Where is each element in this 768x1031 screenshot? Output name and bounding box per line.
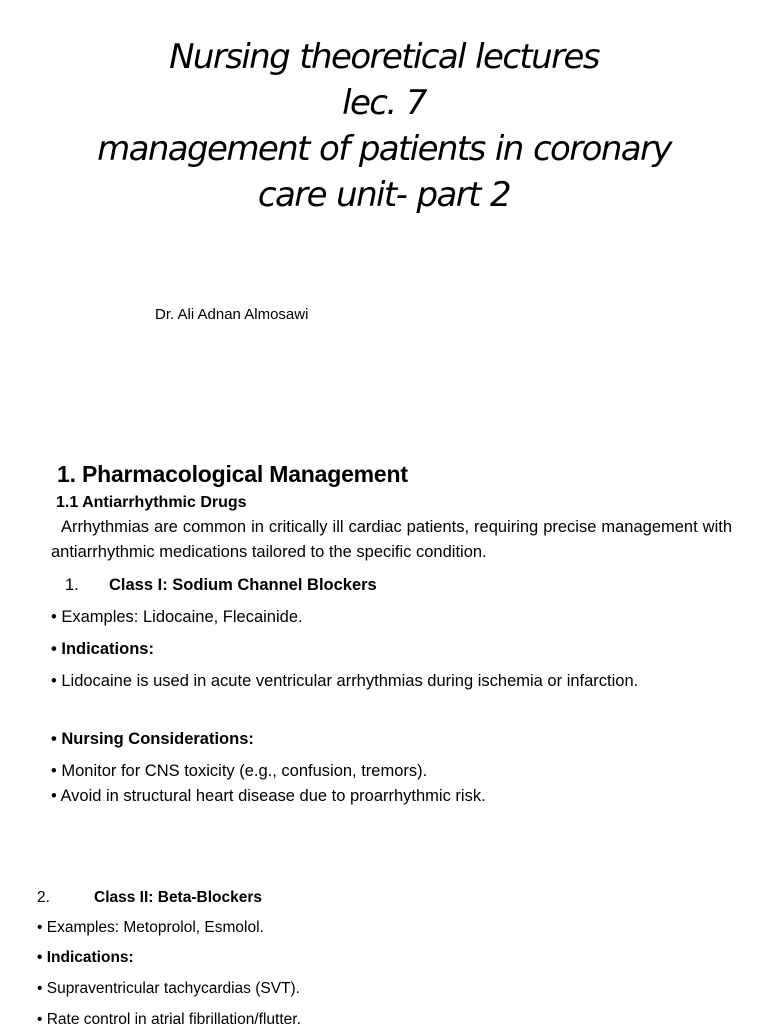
class2-examples: • Examples: Metoprolol, Esmolol. [37,919,264,936]
class1-number: 1. [65,576,79,594]
lecture-title [0,34,768,218]
class2-title: Class II: Beta-Blockers [94,889,262,906]
class2-indications-label: • Indications: [37,949,134,966]
class2-heading [37,887,262,909]
title-line-1: Nursing theoretical lectures [169,37,599,77]
class2-number: 2. [37,889,50,906]
title-line-3: management of patients in coronary [97,129,671,169]
class1-heading [65,573,377,598]
class1-indications-label: • Indications: [51,640,154,658]
class1-indication-item: • Lidocaine is used in acute ventricular arrhythmias during ischemia or infarction. [51,672,639,690]
class1-nursing-label: • Nursing Considerations: [51,730,254,748]
class2-indication-item-2: • Rate control in atrial fibrillation/flutter. [37,1011,301,1028]
class1-nursing-item-1: • Monitor for CNS toxicity (e.g., confusion, tremors). [51,762,428,780]
author-name: Dr. Ali Adnan Almosawi [155,306,309,323]
section-heading: 1. Pharmacological Management [57,461,408,487]
class1-title: Class I: Sodium Channel Blockers [109,576,377,594]
class1-examples: • Examples: Lidocaine, Flecainide. [51,608,303,626]
title-line-4: care unit- part 2 [257,175,511,215]
intro-paragraph: Arrhythmias are common in critically ill cardiac patients, requiring precise management with antiarrhythmic medications tailored to the specific condition. [51,518,732,561]
class1-nursing-item-2: • Avoid in structural heart disease due to proarrhythmic risk. [51,787,486,805]
title-line-2: lec. 7 [342,83,426,123]
class2-indication-item-1: • Supraventricular tachycardias (SVT). [37,980,300,997]
section-subheading: 1.1 Antiarrhythmic Drugs [56,494,247,511]
